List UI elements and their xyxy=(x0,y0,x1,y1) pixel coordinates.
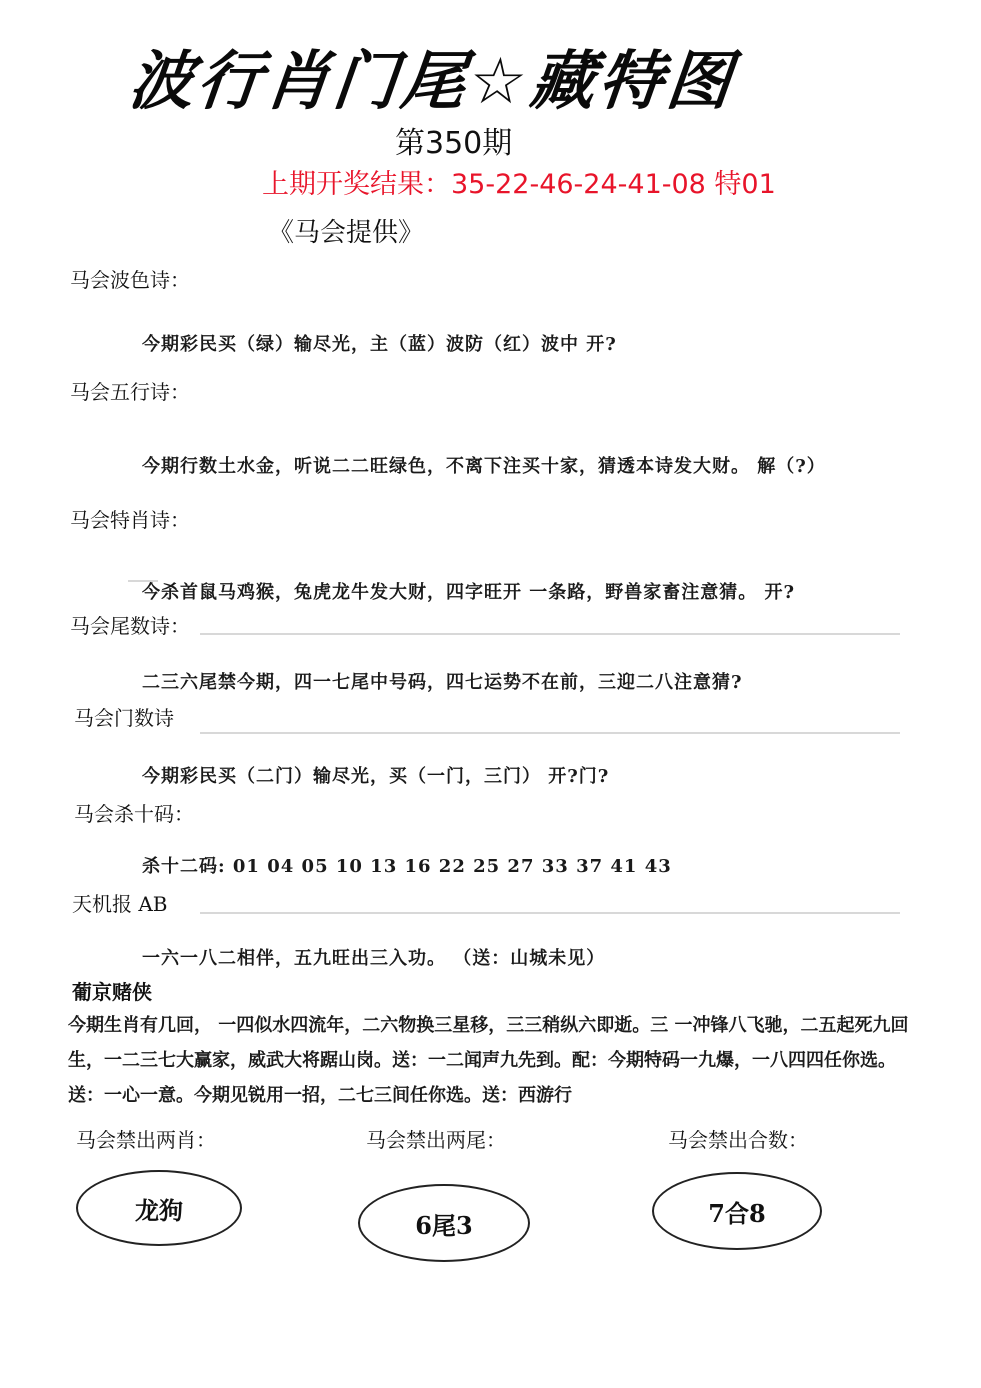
ban-tail-oval xyxy=(358,1184,530,1262)
poem-zodiac: 今杀首鼠马鸡猴，兔虎龙牛发大财，四字旺开 一条路，野兽家畜注意猜。 开? xyxy=(142,582,796,603)
section-heading-tail-number: 马会尾数诗： xyxy=(70,614,190,638)
section-heading-tianji: 天机报 AB xyxy=(72,892,168,916)
ban-tail-value: 6尾3 xyxy=(415,1210,473,1240)
page-title: 波行肖门尾☆藏特图 xyxy=(125,45,739,119)
last-draw-result: 上期开奖结果：35-22-46-24-41-08 特01 xyxy=(262,169,776,200)
section-heading-zodiac: 马会特肖诗： xyxy=(70,508,190,532)
section-heading-kill-numbers: 马会杀十码： xyxy=(74,802,194,826)
poem-five-elements: 今期行数土水金，听说二二旺绿色，不离下注买十家，猜透本诗发大财。 解（?） xyxy=(142,456,826,477)
ban-zodiac-oval xyxy=(76,1170,242,1246)
poem-tianji: 一六一八二相伴，五九旺出三入功。 （送：山城未见） xyxy=(142,948,606,969)
poem-wave-color: 今期彩民买（绿）输尽光，主（蓝）波防（红）波中 开? xyxy=(142,334,617,355)
ban-tail-label: 马会禁出两尾： xyxy=(366,1128,506,1152)
section-heading-door-number: 马会门数诗 xyxy=(74,706,174,730)
scan-smudge xyxy=(200,732,900,734)
section-heading-puxing: 葡京赌侠 xyxy=(72,980,152,1004)
ban-sum-label: 马会禁出合数： xyxy=(668,1128,808,1152)
ban-sum-oval xyxy=(652,1172,822,1250)
ban-sum-value: 7合8 xyxy=(708,1198,766,1228)
issue-number: 第350期 xyxy=(395,126,513,161)
scan-smudge xyxy=(200,912,900,914)
kill-numbers-list: 杀十二码: 01 04 05 10 13 16 22 25 27 33 37 41 43 xyxy=(142,856,672,877)
poem-door-number: 今期彩民买（二门）输尽光，买（一门，三门） 开?门? xyxy=(142,766,610,787)
scan-smudge xyxy=(200,633,900,635)
ban-zodiac-label: 马会禁出两肖： xyxy=(76,1128,216,1152)
poem-tail-number: 二三六尾禁今期，四一七尾中号码，四七运势不在前，三迎二八注意猜? xyxy=(142,672,743,693)
provider-label: 《马会提供》 xyxy=(268,218,425,248)
puxing-paragraph: 今期生肖有几回， 一四似水四流年，二六物换三星移，三三稍纵六即逝。三 一冲锋八飞驰，二五起死九回生，一二三七大赢家，威武大将踞山岗。送：一二闻声九先到。配：今期特码一九爆，一八四四任你选。送：一心一意。今期见锐用一招，二七三间任你选。送：西游行 xyxy=(68,1015,909,1106)
ban-zodiac-value: 龙狗 xyxy=(135,1195,183,1225)
section-heading-wave-color: 马会波色诗： xyxy=(70,268,190,292)
section-heading-five-elements: 马会五行诗： xyxy=(70,380,190,404)
